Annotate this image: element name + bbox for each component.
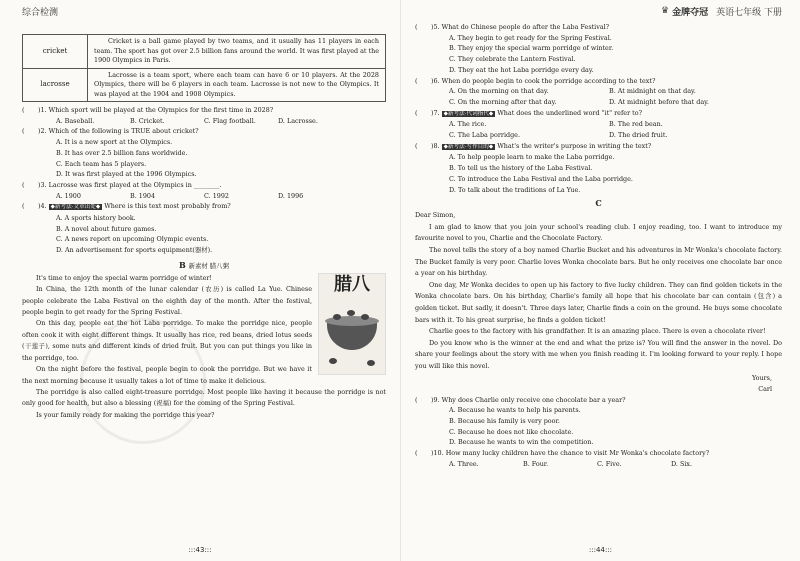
question-2: ( )2. Which of the following is TRUE about cricket? (22, 127, 199, 136)
option[interactable]: D. To talk about the traditions of La Yue. (449, 185, 581, 194)
option[interactable]: D. 1996 (278, 191, 304, 200)
option[interactable]: D. At midnight before that day. (609, 97, 709, 106)
option[interactable]: C. On the morning after that day. (449, 97, 557, 106)
option[interactable]: A. On the morning on that day. (449, 87, 549, 96)
option[interactable]: D. Six. (671, 459, 693, 468)
sport-name: lacrosse (23, 68, 88, 102)
letter-closing: Yours, (752, 373, 772, 382)
option[interactable]: A. To help people learn to make the Laba porridge. (449, 153, 615, 162)
brand-name: 金牌夺冠 (672, 7, 709, 18)
option[interactable]: D. Because he wants to win the competition. (449, 438, 594, 447)
q10-options (415, 459, 782, 470)
page-number-value: 44 (596, 546, 605, 554)
paragraph: It's time to enjoy the special warm porridge of winter! (36, 273, 212, 282)
option[interactable]: B. 1904 (130, 191, 156, 200)
q8-tag: ◆新考法·写作目的◆ (443, 143, 494, 150)
letter-paragraph: The novel tells the story of a boy named Charlie Bucket and his adventures in Mr Wonka's chocolate factory. The Bucket family is very poor. Charlie loves Wonka chocolate bars. But he only receives one chocolate bar once a year on his birthday. (415, 246, 782, 278)
option[interactable]: D. They eat the hot Laba porridge every day. (449, 65, 594, 74)
option[interactable]: D. It was first played at the 1996 Olympics. (56, 170, 197, 179)
q5-stem: )5. What do Chinese people do after the Laba Festival? (431, 23, 610, 31)
option[interactable]: D. The dried fruit. (609, 131, 668, 140)
q7-options-row (415, 119, 782, 130)
option[interactable]: B. Four. (523, 459, 549, 468)
bean-icon (361, 314, 369, 320)
option[interactable]: A. It is a new sport at the Olympics. (56, 138, 173, 147)
question-1: ( )1. Which sport will be played at the Olympics for the first time in 2028? (22, 106, 274, 114)
table-row (23, 68, 386, 102)
page-number-right: :::44::: (588, 546, 613, 554)
right-header (415, 0, 782, 22)
letter-paragraph: Do you know who is the winner at the end and what the prize is? You will find the answer in the novel. Do share your feelings about the story with me when you finish reading it. I'm looking forward to your reply. I hope you will like this novel. (415, 338, 782, 370)
book-subtitle: 英语七年级 下册 (716, 7, 782, 18)
sport-desc: Lacrosse is a team sport, where each team can have 6 or 10 players. At the 2028 Olympics, there will be 6 players in each team. Lacrosse is not new to the Olympics. It was played at the 1904 and 1908 Olympics. (88, 68, 386, 102)
option[interactable]: C. To introduce the Laba Festival and the Laba porridge. (449, 174, 633, 183)
option[interactable]: A. Because he wants to help his parents. (449, 406, 581, 415)
left-header (22, 0, 386, 22)
section-label: 新素材 腊八粥 (188, 261, 229, 270)
option[interactable]: B. To tell us the history of the Laba Festival. (449, 164, 593, 173)
paragraph: The porridge is also called eight-treasure porridge. Most people like having it because the porridge is not only good for health, but also a blessing (祝福) for the coming of the Spring Festival. (22, 387, 386, 408)
option[interactable]: A. Three. (449, 459, 479, 468)
section-c-title: C (595, 198, 602, 209)
question-4: ( )4. ◆新考法·文章出处◆ Where is this text most probably from? (22, 202, 231, 211)
bowl-icon (327, 322, 377, 350)
q2-stem: )2. Which of the following is TRUE about cricket? (38, 127, 199, 136)
question-10: ( )10. How many lucky children have the chance to visit Mr Wonka's chocolate factory? (415, 449, 710, 458)
section-b-title (22, 258, 386, 273)
option[interactable]: A. The rice. (449, 120, 487, 129)
q6-stem: )6. When do people begin to cook the porridge according to the text? (431, 76, 656, 85)
q10-stem: )10. How many lucky children have the chance to visit Mr Wonka's chocolate factory? (431, 449, 710, 458)
question-7: ( )7. ◆新考法·代词指代◆ What does the underlined word "it" refer to? (415, 108, 643, 117)
table-row (23, 35, 386, 69)
option[interactable]: B. Because his family is very poor. (449, 416, 560, 425)
question-6: ( )6. When do people begin to cook the porridge according to the text? (415, 76, 656, 85)
option[interactable]: B. Cricket. (130, 116, 165, 125)
q7-tag: ◆新考法·代词指代◆ (443, 110, 494, 117)
option[interactable]: C. Five. (597, 459, 622, 468)
option[interactable]: C. Each team has 5 players. (56, 159, 147, 168)
crown-icon: ♛ (661, 6, 670, 16)
q8-stem: What's the writer's purpose in writing the text? (495, 141, 652, 150)
letter-paragraph: I am glad to know that you join your school's reading club. I enjoy reading, too. I want to introduce my favourite novel to you, Charlie and the Chocolate Factory. (415, 222, 782, 243)
q1-options (22, 116, 386, 127)
letter-signature: Carl (758, 384, 772, 393)
q4-tag: ◆新考法·文章出处◆ (50, 204, 101, 211)
option[interactable]: C. The Laba porridge. (449, 131, 520, 140)
q4-number: )4. (38, 202, 49, 211)
page-number-left: :::43::: (188, 546, 212, 554)
bean-icon (329, 358, 337, 364)
question-3: ( )3. Lacrosse was first played at the Olympics in ________. (22, 180, 222, 189)
question-9: ( )9. Why does Charlie only receive one chocolate bar a year? (415, 395, 626, 404)
q7-stem: What does the underlined word "it" refer to? (495, 108, 643, 117)
sport-name: cricket (23, 35, 88, 69)
page-number-value: 43 (195, 546, 205, 554)
question-5: ( )5. What do Chinese people do after the Laba Festival? (415, 23, 610, 31)
q3-stem: )3. Lacrosse was first played at the Olympics in ________. (38, 180, 222, 189)
paragraph: On the night before the festival, people begin to cook the porridge. But we have it the next morning because it usually takes a lot of time to make it delicious. (22, 365, 312, 385)
bean-icon (333, 314, 341, 320)
sports-table (22, 34, 386, 102)
option[interactable]: B. They enjoy the special warm porridge of winter. (449, 44, 614, 53)
q6-options-row (415, 86, 782, 97)
paragraph: Is your family ready for making the porridge this year? (36, 410, 215, 419)
option[interactable]: A. They begin to get ready for the Spring Festival. (449, 33, 612, 42)
option[interactable]: C. A news report on upcoming Olympic events. (56, 235, 209, 244)
letter-paragraph: Charlie goes to the factory with his grandfather. It is an amazing place. There is even a chocolate river! (429, 327, 766, 336)
left-header-title: 综合检测 (22, 7, 59, 18)
q1-stem: )1. Which sport will be played at the Olympics for the first time in 2028? (38, 106, 274, 114)
option[interactable]: C. They celebrate the Lantern Festival. (449, 55, 576, 64)
q3-options (22, 191, 386, 202)
option[interactable]: B. The red bean. (609, 120, 663, 129)
section-letter: B (179, 259, 186, 270)
paragraph: In China, the 12th month of the lunar calendar (农历) is called La Yue. Chinese people celebrate the Laba Festival on the eighth day of the month. After the festival, people begin to get ready for the Spring Festival. (22, 285, 312, 317)
option[interactable]: A. A sports history book. (56, 214, 136, 223)
option[interactable]: B. It has over 2.5 billion fans worldwide. (56, 148, 188, 157)
laba-image-title: 腊八 (334, 273, 370, 295)
paragraph: On this day, people eat the hot Laba porridge. To make the porridge nice, people often cook it with eight different things. It usually has rice, red beans, dried lotus seeds (干莲子), some nuts and different kinds of dried fruit. But you can put things you like in the porridge, too. (22, 319, 312, 362)
option[interactable]: C. 1992 (204, 191, 229, 200)
option[interactable]: A. 1900 (56, 191, 81, 200)
option[interactable]: D. Lacrosse. (278, 116, 318, 125)
q4-stem: Where is this text most probably from? (102, 202, 231, 211)
letter-paragraph: One day, Mr Wonka decides to open up his factory to five lucky children. They can find golden tickets in the Wonka chocolate bars. On his birthday, Charlie's family all hope that his chocolate bar can contain (包含) a golden ticket. But sadly, it doesn't. Three days later, Charlie finds a coin on the ground. He buys some chocolate bars with it. To his great surprise, he finds a golden ticket! (415, 280, 782, 324)
option[interactable]: D. An advertisement for sports equipment(器材). (56, 246, 213, 255)
option[interactable]: C. Because he does not like chocolate. (449, 427, 574, 436)
q9-stem: )9. Why does Charlie only receive one chocolate bar a year? (431, 395, 626, 404)
passage-b (22, 273, 386, 421)
option[interactable]: B. At midnight on that day. (609, 87, 696, 96)
option[interactable]: A. Baseball. (56, 116, 95, 125)
bean-icon (347, 310, 355, 316)
q7-options-row (415, 130, 782, 141)
option[interactable]: C. Flag football. (204, 116, 256, 125)
letter-greeting: Dear Simon, (415, 211, 456, 220)
q7-number: )7. (431, 108, 442, 117)
right-page (400, 0, 800, 561)
question-8: ( )8. ◆新考法·写作目的◆ What's the writer's purpose in writing the text? (415, 141, 652, 150)
option[interactable]: B. A novel about future games. (56, 224, 157, 233)
sport-desc: Cricket is a ball game played by two teams, and it usually has 11 players in each team. The sport has got over 2.5 billion fans around the world. It was first played at the 1900 Olympics in Paris. (88, 35, 386, 69)
bean-icon (367, 360, 375, 366)
laba-porridge-image (318, 273, 386, 375)
q8-number: )8. (431, 141, 442, 150)
q6-options-row (415, 97, 782, 108)
